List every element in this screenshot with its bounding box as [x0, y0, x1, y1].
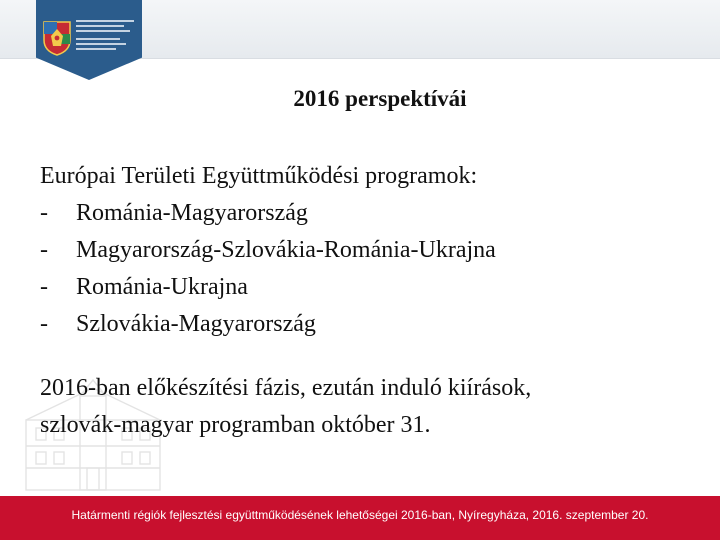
timeline-paragraph [40, 370, 700, 444]
bullet-dash: - [40, 274, 48, 300]
programs-section [40, 158, 700, 343]
logo-text-lines [76, 20, 138, 53]
list-item [40, 195, 700, 232]
bullet-dash: - [40, 311, 48, 337]
program-name: Románia-Ukrajna [76, 274, 248, 300]
list-item [40, 269, 700, 306]
bullet-dash: - [40, 200, 48, 226]
list-item [40, 306, 700, 343]
coat-of-arms-icon [42, 20, 72, 56]
bullet-dash: - [40, 237, 48, 263]
footer-bar [0, 496, 720, 540]
paragraph-line: szlovák-magyar programban október 31. [40, 412, 431, 438]
paragraph-line: 2016-ban előkészítési fázis, ezután induló kiírások, [40, 375, 532, 401]
program-name: Szlovákia-Magyarország [76, 311, 316, 337]
program-name: Románia-Magyarország [76, 200, 308, 226]
program-name: Magyarország-Szlovákia-Románia-Ukrajna [76, 237, 496, 263]
list-item [40, 232, 700, 269]
footer-text: Határmenti régiók fejlesztési együttműködésének lehetőségei 2016-ban, Nyíregyháza, 2016. szeptember 20. [71, 508, 649, 522]
slide-title: 2016 perspektívái [293, 86, 467, 111]
programs-intro: Európai Területi Együttműködési programok: [40, 163, 478, 189]
